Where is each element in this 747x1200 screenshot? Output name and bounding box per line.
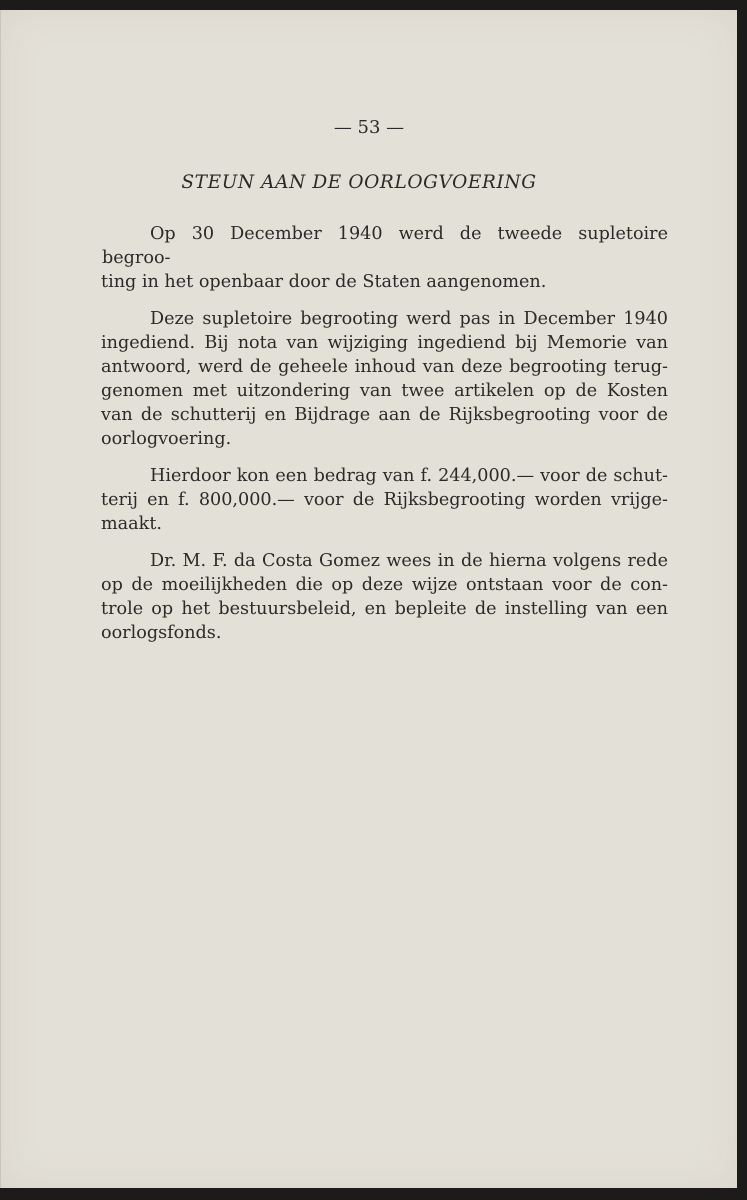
text-line: oorlogsfonds. bbox=[101, 623, 222, 643]
text-line: trole op het bestuursbeleid, en bepleite de instelling van een bbox=[101, 599, 668, 619]
text-line: terij en f. 800,000.— voor de Rijksbegrooting worden vrijge- bbox=[101, 490, 668, 510]
body-text bbox=[53, 222, 668, 658]
text-line: ingediend. Bij nota van wijziging ingediend bij Memorie van bbox=[101, 333, 668, 353]
paragraph-4 bbox=[53, 549, 668, 645]
paragraph-2 bbox=[53, 307, 668, 451]
text-line: Dr. M. F. da Costa Gomez wees in de hierna volgens rede bbox=[150, 551, 668, 571]
text-line: op de moeilijkheden die op deze wijze ontstaan voor de con- bbox=[101, 575, 668, 595]
text-line: oorlogvoering. bbox=[101, 429, 232, 449]
paragraph-1 bbox=[53, 222, 668, 294]
text-line: Deze supletoire begrooting werd pas in December 1940 bbox=[150, 309, 668, 329]
text-line: antwoord, werd de geheele inhoud van deze begrooting terug- bbox=[101, 357, 668, 377]
text-line: van de schutterij en Bijdrage aan de Rijksbegrooting voor de bbox=[101, 405, 668, 425]
text-line: Hierdoor kon een bedrag van f. 244,000.— voor de schut- bbox=[150, 466, 668, 486]
text-line: Op 30 December 1940 werd de tweede supletoire begroo- bbox=[102, 224, 668, 268]
text-line: maakt. bbox=[101, 514, 162, 534]
text-line: genomen met uitzondering van twee artikelen op de Kosten bbox=[101, 381, 668, 401]
paragraph-3 bbox=[53, 464, 668, 536]
document-page bbox=[0, 10, 737, 1188]
page-number: — 53 — bbox=[333, 117, 405, 138]
text-line: ting in het openbaar door de Staten aangenomen. bbox=[101, 272, 547, 292]
section-heading: STEUN AAN DE OORLOGVOERING bbox=[181, 172, 537, 193]
